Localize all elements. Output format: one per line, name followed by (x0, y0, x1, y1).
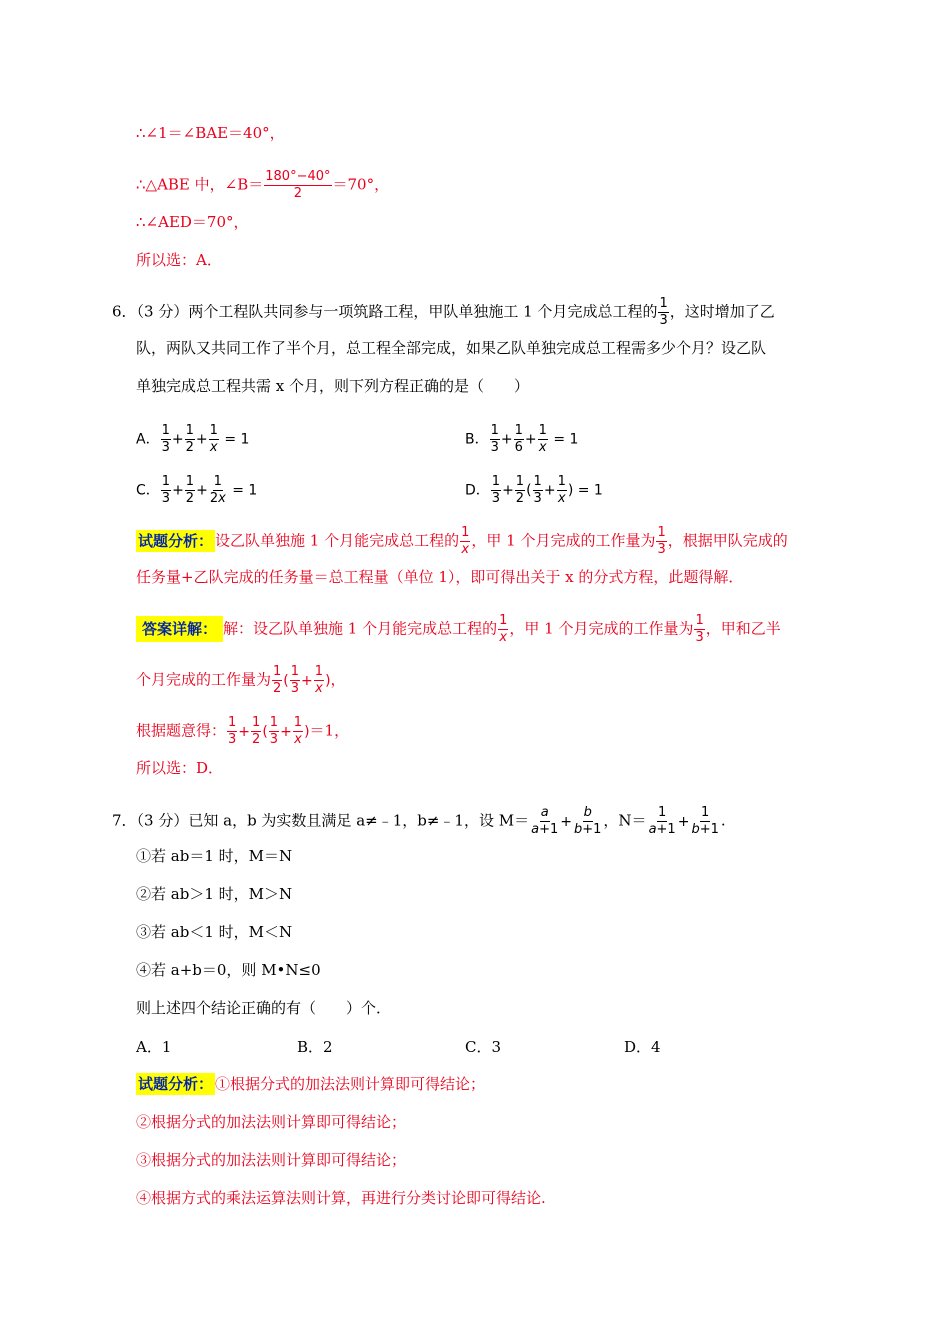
f: $\frac{1}{3}$ (161, 474, 171, 506)
f: $\frac{1}{3}$ (269, 715, 279, 747)
q6-answer-line-2: 个月完成的工作量为 $\frac{1}{2}$ ( $\frac{1}{3}$ + $\frac{1}{x}$ )， (136, 664, 346, 696)
f: $\frac{1}{x}$ (293, 715, 303, 747)
f: $\frac{1}{3}$ (490, 423, 499, 455)
f: $\frac{1}{x}$ (538, 423, 547, 455)
q7-stem-text: ，N＝ (603, 811, 647, 830)
answer-text: ＝1， (309, 721, 350, 740)
prev-line-4: 所以选：A． (136, 251, 222, 269)
f: $\frac{1}{3}$ (161, 423, 170, 455)
prev-line-1: ∴∠1＝∠BAE＝40°， (136, 124, 285, 142)
q7-analysis-line-2: ②根据分式的加法法则计算即可得结论； (136, 1113, 407, 1131)
q6-option-b[interactable]: B． $\frac{1}{3}$ + $\frac{1}{6}$ + $\frac{1}{x}$ = 1 (465, 423, 579, 455)
q7-option-a[interactable]: A．1 (136, 1038, 172, 1056)
q7-statement-3: ③若 ab＜1 时，M＜N (136, 923, 293, 941)
q6-stem-line-3: 单独完成总工程共需 x 个月，则下列方程正确的是（ ） (136, 377, 529, 395)
q6-analysis-line-2: 任务量+乙队完成的任务量＝总工程量（单位 1），即可得出关于 x 的分式方程，此题得解． (136, 568, 744, 586)
analysis-label: 试题分析： (138, 531, 214, 550)
q7-statement-2: ②若 ab＞1 时，M＞N (136, 885, 293, 903)
f: $\frac{1}{x}$ (314, 664, 324, 696)
frac-num: 180°−40° (265, 169, 331, 184)
f: $\frac{1}{2}$ (273, 664, 282, 696)
q7-stem: 7．（3 分）已知 a，b 为实数且满足 a≠﹣1，b≠﹣1，设 M＝ $\frac{a}{a+1}$ + $\frac{b}{b+1}$ ，N＝ $\frac{1}{a+1}$ + $\frac{1}{b+1}$ . (112, 805, 726, 837)
q7-ask: 则上述四个结论正确的有（ ）个． (136, 999, 392, 1017)
f: $\frac{1}{b+1}$ (691, 805, 719, 837)
f: $\frac{1}{3}$ (695, 613, 704, 645)
analysis-text: 设乙队单独施 1 个月能完成总工程的 (215, 531, 460, 550)
fraction-1-3 (658, 297, 668, 328)
f: $\frac{1}{2}$ (185, 423, 194, 455)
option-label: A． (136, 431, 160, 448)
f: $\frac{1}{3}$ (657, 525, 666, 557)
f: $\frac{1}{3}$ (290, 664, 300, 696)
q7-analysis-line-4: ④根据方式的乘法运算法则计算，再进行分类讨论即可得结论. (136, 1189, 546, 1207)
f: $\frac{1}{6}$ (514, 423, 523, 455)
q6-answer-line-1 (136, 614, 781, 645)
answer-text: ，甲 1 个月完成的工作量为 (509, 619, 694, 638)
q7-stem-text: 7．（3 分）已知 a，b 为实数且满足 a≠﹣1，b≠﹣1，设 M＝ (112, 811, 530, 830)
q6-option-a[interactable]: A． $\frac{1}{3}$ + $\frac{1}{2}$ + $\frac{1}{x}$ = 1 (136, 423, 250, 455)
frac-den: 3 (659, 313, 668, 328)
prev-line-2-tail: ＝70°， (332, 175, 390, 194)
answer-text: 解：设乙队单独施 1 个月能完成总工程的 (223, 619, 498, 638)
option-label: B． (465, 431, 489, 448)
q6-option-d[interactable]: D． $\frac{1}{3}$ + $\frac{1}{2}$ ( $\frac{1}{3}$ + $\frac{1}{x}$ ) = 1 (465, 474, 603, 506)
f: $\frac{1}{2}$ (252, 715, 261, 747)
f: $\frac{1}{3}$ (491, 474, 501, 506)
q6-stem-text: 6．（3 分）两个工程队共同参与一项筑路工程，甲队单独施工 1 个月完成总工程的 (112, 302, 658, 321)
q6-stem-tail: ，这时增加了乙 (669, 302, 775, 321)
answer-text: ，甲和乙半 (705, 619, 781, 638)
q6-stem-line-2: 队，两队又共同工作了半个月，总工程全部完成，如果乙队单独完成总工程需多少个月？设乙队 (136, 339, 767, 357)
q7-option-c[interactable]: C．3 (465, 1038, 502, 1056)
f: $\frac{1}{x}$ (209, 423, 218, 455)
analysis-text: ，甲 1 个月完成的工作量为 (471, 531, 656, 550)
q6-answer-line-3: 根据题意得： $\frac{1}{3}$ + $\frac{1}{2}$ ( $\frac{1}{3}$ + $\frac{1}{x}$ )＝1， (136, 715, 350, 747)
answer-text: 个月完成的工作量为 (136, 670, 272, 689)
q6-answer-line-4: 所以选：D． (136, 759, 224, 777)
f: $\frac{1}{a+1}$ (648, 805, 676, 837)
f: $\frac{1}{3}$ (533, 474, 542, 506)
prev-line-2-text: ∴△ABE 中，∠B＝ (136, 175, 264, 194)
q7-analysis-line-3: ③根据分式的加法法则计算即可得结论； (136, 1151, 407, 1169)
q7-option-d[interactable]: D．4 (624, 1038, 661, 1056)
f: $\frac{1}{2}$ (515, 474, 525, 506)
f: $\frac{1}{2x}$ (209, 474, 226, 506)
q7-option-b[interactable]: B．2 (297, 1038, 333, 1056)
frac-den: 2 (293, 186, 303, 201)
option-label: C． (136, 482, 160, 499)
f: $\frac{1}{2}$ (185, 474, 195, 506)
analysis-label: 试题分析： (138, 1075, 214, 1093)
q7-analysis-line-1 (136, 1074, 485, 1094)
analysis-text: ①根据分式的加法法则计算即可得结论； (215, 1075, 486, 1093)
option-label: D． (465, 482, 490, 499)
f: $\frac{1}{3}$ (228, 715, 237, 747)
f: $\frac{a}{a+1}$ (531, 805, 559, 837)
q6-option-c[interactable]: C． $\frac{1}{3}$ + $\frac{1}{2}$ + $\frac{1}{2x}$ = 1 (136, 474, 258, 506)
q7-stem-text: . (720, 811, 726, 830)
prev-line-2 (136, 170, 389, 201)
q6-analysis-line-1 (136, 526, 788, 557)
angle-fraction (264, 170, 331, 201)
q6-stem-line-1 (112, 297, 775, 328)
answer-text: 根据题意得： (136, 721, 227, 740)
f: $\frac{1}{x}$ (461, 525, 470, 557)
analysis-text: ，根据甲队完成的 (667, 531, 788, 550)
prev-line-3: ∴∠AED＝70°， (136, 213, 249, 231)
q7-statement-1: ①若 ab＝1 时，M＝N (136, 847, 293, 865)
q7-statement-4: ④若 a+b＝0，则 M•N≤0 (136, 961, 321, 979)
f: $\frac{b}{b+1}$ (573, 805, 602, 837)
f: $\frac{1}{x}$ (557, 474, 566, 506)
answer-text: ， (330, 670, 346, 689)
f: $\frac{1}{x}$ (499, 613, 508, 645)
frac-num: 1 (659, 296, 668, 311)
answer-label: 答案详解： (136, 616, 223, 642)
